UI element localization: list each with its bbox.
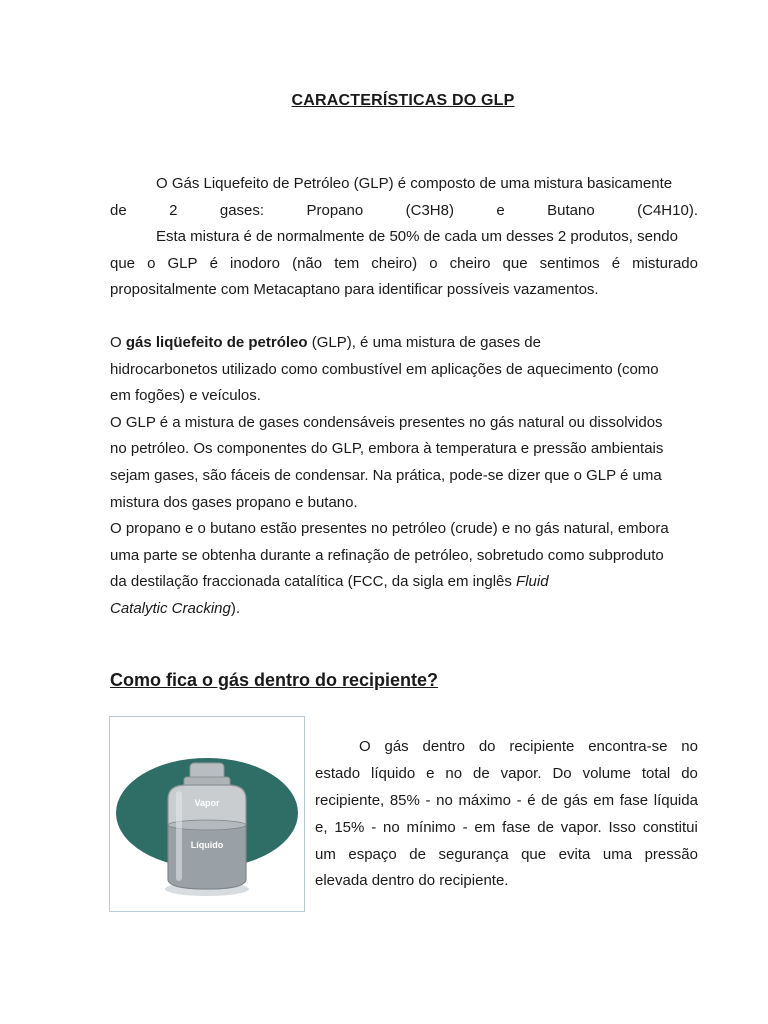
word: líquido bbox=[370, 764, 416, 782]
word: 2 bbox=[169, 201, 178, 219]
word: e bbox=[426, 764, 435, 782]
word: recipiente bbox=[509, 738, 575, 755]
word: é bbox=[209, 254, 218, 272]
word: em bbox=[474, 818, 496, 836]
word: é bbox=[611, 254, 621, 272]
text-run: O bbox=[110, 334, 126, 351]
text-line: sejam gases, são fáceis de condensar. Na prática, pode-se dizer que o GLP é uma bbox=[110, 466, 662, 484]
word: cheiro bbox=[449, 254, 491, 272]
italic-term: Fluid bbox=[516, 573, 549, 591]
word: Propano bbox=[306, 201, 364, 219]
word: que bbox=[110, 254, 136, 272]
text-line bbox=[110, 569, 698, 596]
word: sentimos bbox=[539, 254, 600, 272]
word: gases: bbox=[219, 201, 265, 219]
text-line: O GLP é a mistura de gases condensáveis presentes no gás natural ou dissolvidos bbox=[110, 413, 663, 431]
word: fase bbox=[502, 818, 531, 836]
word: 85% bbox=[389, 791, 420, 809]
word: Do bbox=[552, 764, 572, 782]
word: vapor. bbox=[560, 818, 602, 836]
vapor-label: Vapor bbox=[194, 798, 220, 808]
text-line-justified bbox=[315, 734, 698, 761]
page-title: CARACTERÍSTICAS DO GLP bbox=[291, 92, 515, 109]
text-line bbox=[110, 596, 698, 623]
text-line-justified bbox=[315, 788, 698, 815]
word: recipiente, bbox=[315, 791, 385, 809]
word: gás bbox=[563, 791, 588, 809]
word: O bbox=[359, 738, 371, 755]
word: de bbox=[473, 764, 490, 782]
figure-description bbox=[315, 734, 698, 895]
text-line: em fogões) e veículos. bbox=[110, 387, 261, 405]
word: no bbox=[436, 791, 453, 809]
text-run: (GLP), é uma mistura de gases de bbox=[307, 334, 541, 351]
word: vapor. bbox=[500, 764, 542, 782]
word: Butano bbox=[547, 201, 595, 219]
word: no bbox=[445, 764, 463, 782]
word: dentro bbox=[422, 738, 466, 755]
gas-cylinder-illustration bbox=[110, 717, 304, 911]
text-line: hidrocarbonetos utilizado como combustível em aplicações de aquecimento (como bbox=[110, 360, 659, 378]
word: (C3H8) bbox=[405, 201, 454, 219]
text-line: Esta mistura é de normalmente de 50% de cada um desses 2 produtos, sendo bbox=[156, 228, 678, 246]
word: no bbox=[383, 818, 400, 836]
word: que bbox=[521, 845, 547, 863]
word: uma bbox=[602, 845, 633, 863]
text-run: ). bbox=[230, 599, 241, 617]
word: que bbox=[502, 254, 528, 272]
word: volume bbox=[582, 764, 631, 782]
word: mínimo bbox=[406, 818, 456, 836]
word: constitui bbox=[642, 818, 698, 836]
word: do bbox=[478, 738, 496, 755]
word: em bbox=[593, 791, 615, 809]
word: de bbox=[409, 845, 426, 863]
word: - bbox=[462, 818, 468, 836]
word: encontra-se bbox=[588, 738, 668, 755]
text-line: O propano e o butano estão presentes no petróleo (crude) e no gás natural, embora bbox=[110, 520, 669, 538]
word: GLP bbox=[167, 254, 198, 272]
text-line-justified bbox=[315, 761, 698, 788]
word: misturado bbox=[632, 254, 698, 272]
word: tem bbox=[334, 254, 360, 272]
text-run: da destilação fraccionada catalítica (FCC, da sigla em inglês bbox=[110, 573, 517, 591]
text-line bbox=[110, 330, 698, 357]
bold-term: gás liqüefeito de petróleo bbox=[125, 334, 308, 351]
word: (C4H10). bbox=[637, 201, 698, 219]
word: de bbox=[541, 791, 558, 809]
word: espaço bbox=[348, 845, 397, 863]
word: evita bbox=[558, 845, 591, 863]
word: o bbox=[429, 254, 438, 272]
text-line-justified bbox=[110, 198, 698, 225]
word: 15% bbox=[334, 818, 365, 836]
text-line-justified bbox=[315, 815, 698, 842]
cylinder-highlight bbox=[176, 791, 182, 881]
word: (não bbox=[292, 254, 323, 272]
word: pressão bbox=[644, 845, 698, 863]
liquid-label: Líquido bbox=[190, 840, 224, 850]
word: líquida bbox=[653, 791, 698, 809]
word: e bbox=[496, 201, 505, 219]
word: - bbox=[425, 791, 431, 809]
word: de bbox=[110, 201, 127, 219]
section-heading: Como fica o gás dentro do recipiente? bbox=[110, 670, 439, 690]
word: é bbox=[527, 791, 536, 809]
text-line: uma parte se obtenha durante a refinação de petróleo, sobretudo como subproduto bbox=[110, 546, 664, 564]
word: de bbox=[537, 818, 554, 836]
word: cheiro) bbox=[371, 254, 418, 272]
text-line: no petróleo. Os componentes do GLP, embora à temperatura e pressão ambientais bbox=[110, 440, 664, 458]
word: do bbox=[681, 764, 698, 782]
word: fase bbox=[619, 791, 649, 809]
italic-term: Catalytic Cracking bbox=[110, 599, 231, 617]
word: no bbox=[681, 738, 698, 755]
text-line: O Gás Liquefeito de Petróleo (GLP) é composto de uma mistura basicamente bbox=[156, 175, 673, 192]
word: - bbox=[516, 791, 522, 809]
word: estado bbox=[315, 764, 361, 782]
word: - bbox=[371, 818, 377, 836]
word: gás bbox=[384, 738, 409, 755]
body-paragraphs bbox=[110, 330, 698, 623]
word: segurança bbox=[438, 845, 509, 863]
word: máximo bbox=[458, 791, 511, 809]
word: inodoro bbox=[229, 254, 281, 272]
word: Isso bbox=[608, 818, 636, 836]
text-line: elevada dentro do recipiente. bbox=[315, 872, 509, 890]
word: um bbox=[315, 845, 336, 863]
intro-paragraph bbox=[110, 171, 698, 304]
text-line-justified bbox=[315, 842, 698, 869]
text-line: mistura dos gases propano e butano. bbox=[110, 493, 358, 511]
gas-cylinder-figure bbox=[109, 716, 305, 912]
text-line: propositalmente com Metacaptano para identificar possíveis vazamentos. bbox=[110, 281, 599, 299]
word: total bbox=[641, 764, 671, 782]
word: o bbox=[147, 254, 156, 272]
word: e, bbox=[315, 818, 328, 836]
text-line-justified bbox=[110, 251, 698, 278]
